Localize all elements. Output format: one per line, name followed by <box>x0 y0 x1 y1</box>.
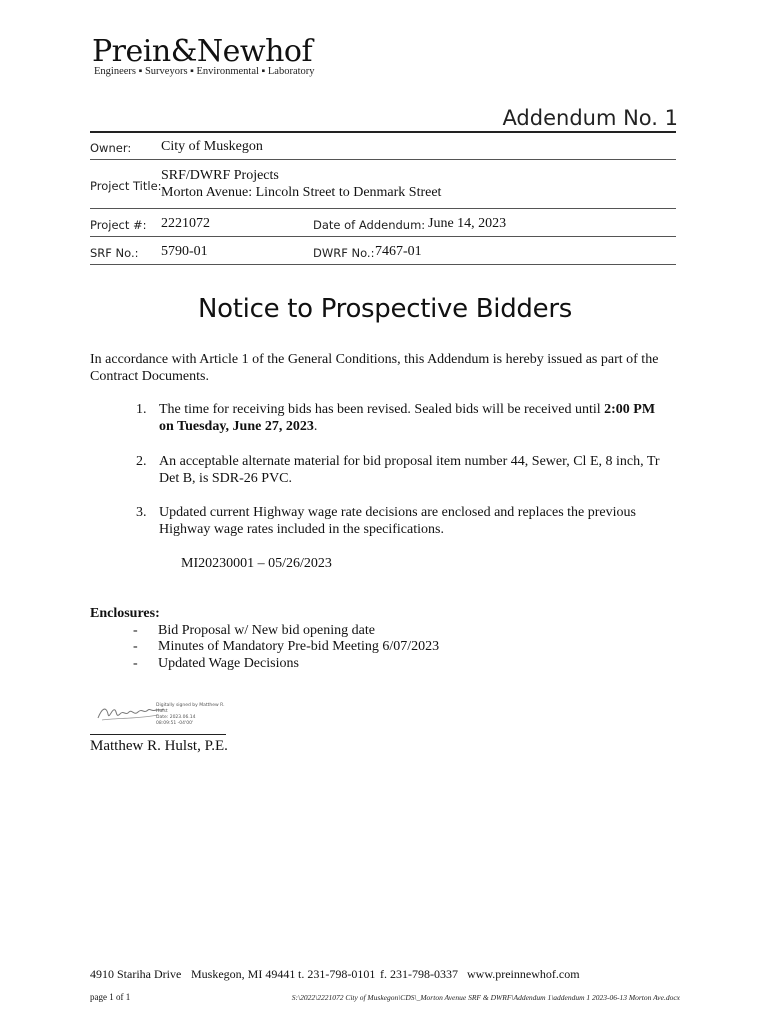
enclosure-dash-2: - <box>133 639 138 654</box>
enclosure-dash-3: - <box>133 656 138 671</box>
item-1-text <box>159 401 699 435</box>
srf-number-value: 5790-01 <box>161 244 208 259</box>
project-title-line2: Morton Avenue: Lincoln Street to Denmark Street <box>161 185 442 200</box>
item-3-text <box>159 504 699 538</box>
item-2-text <box>159 453 699 487</box>
digital-signature-stamp <box>156 703 225 727</box>
item-1-period: . <box>313 419 318 434</box>
signer-name: Matthew R. Hulst, P.E. <box>90 738 228 754</box>
notice-title: Notice to Prospective Bidders <box>198 294 572 324</box>
item-2-line-1: An acceptable alternate material for bid proposal item number 44, Sewer, Cl E, 8 inch, Tr <box>159 454 660 469</box>
intro-paragraph <box>90 351 690 385</box>
date-of-addendum-label: Date of Addendum: <box>313 218 426 232</box>
dwrf-number-value: 7467-01 <box>375 244 422 259</box>
project-title-line1: SRF/DWRF Projects <box>161 168 279 183</box>
footer-city: Muskegon, MI 49441 <box>191 967 296 981</box>
owner-value: City of Muskegon <box>161 139 263 154</box>
project-title-rule <box>90 208 676 209</box>
enclosure-dash-1: - <box>133 623 138 638</box>
dwrf-number-label: DWRF No.: <box>313 246 375 260</box>
item-1-date: on Tuesday, June 27, 2023 <box>159 419 314 434</box>
intro-line-1: In accordance with Article 1 of the General Conditions, this Addendum is hereby issued as part of the <box>90 352 659 367</box>
digital-signature-line-4: 08:09:51 -04'00' <box>156 721 194 726</box>
owner-label: Owner: <box>90 141 132 155</box>
project-title-label: Project Title: <box>90 179 162 193</box>
digital-signature-line-1: Digitally signed by Matthew R. <box>156 703 225 708</box>
wage-decision-reference: MI20230001 – 05/26/2023 <box>181 556 332 571</box>
header-rule <box>90 131 676 133</box>
enclosure-item-3: Updated Wage Decisions <box>158 656 299 671</box>
item-2-line-2: Det B, is SDR-26 PVC. <box>159 471 293 486</box>
company-logo-tagline: Engineers ▪ Surveyors ▪ Environmental ▪ Laboratory <box>94 66 315 77</box>
enclosures-label: Enclosures: <box>90 606 160 621</box>
project-number-rule <box>90 236 676 237</box>
date-of-addendum-value: June 14, 2023 <box>428 216 507 231</box>
page-number: page 1 of 1 <box>90 992 131 1002</box>
item-1-time: 2:00 PM <box>604 402 656 417</box>
addendum-title: Addendum No. 1 <box>502 106 678 130</box>
item-1-number: 1. <box>136 402 147 417</box>
footer-website: www.preinnewhof.com <box>467 967 580 981</box>
enclosure-item-1: Bid Proposal w/ New bid opening date <box>158 623 375 638</box>
footer-address: 4910 Stariha Drive <box>90 967 182 981</box>
project-number-value: 2221072 <box>161 216 210 231</box>
owner-rule <box>90 159 676 160</box>
item-2-number: 2. <box>136 454 147 469</box>
footer-fax: f. 231-798-0337 <box>380 967 458 981</box>
item-3-line-2: Highway wage rates included in the specifications. <box>159 522 444 537</box>
digital-signature-line-2: Hulst <box>156 709 168 714</box>
srf-rule <box>90 264 676 265</box>
footer-phone: t. 231-798-0101 <box>298 967 376 981</box>
file-path: S:\2022\2221072 City of Muskegon\CDS\_Morton Avenue SRF & DWRF\Addendum 1\addendum 1 2023-06-13 Morton Ave.docx <box>291 993 680 1002</box>
item-3-number: 3. <box>136 505 147 520</box>
item-3-line-1: Updated current Highway wage rate decisions are enclosed and replaces the previous <box>159 505 636 520</box>
company-logo-name: Prein&Newhof <box>92 34 313 69</box>
enclosure-item-2: Minutes of Mandatory Pre-bid Meeting 6/07/2023 <box>158 639 440 654</box>
item-1-line-1: The time for receiving bids has been revised. Sealed bids will be received until <box>159 402 605 417</box>
project-number-label: Project #: <box>90 218 147 232</box>
digital-signature-line-3: Date: 2023.06.14 <box>156 715 196 720</box>
intro-line-2: Contract Documents. <box>90 369 209 384</box>
signature-line <box>90 734 226 735</box>
srf-number-label: SRF No.: <box>90 246 139 260</box>
